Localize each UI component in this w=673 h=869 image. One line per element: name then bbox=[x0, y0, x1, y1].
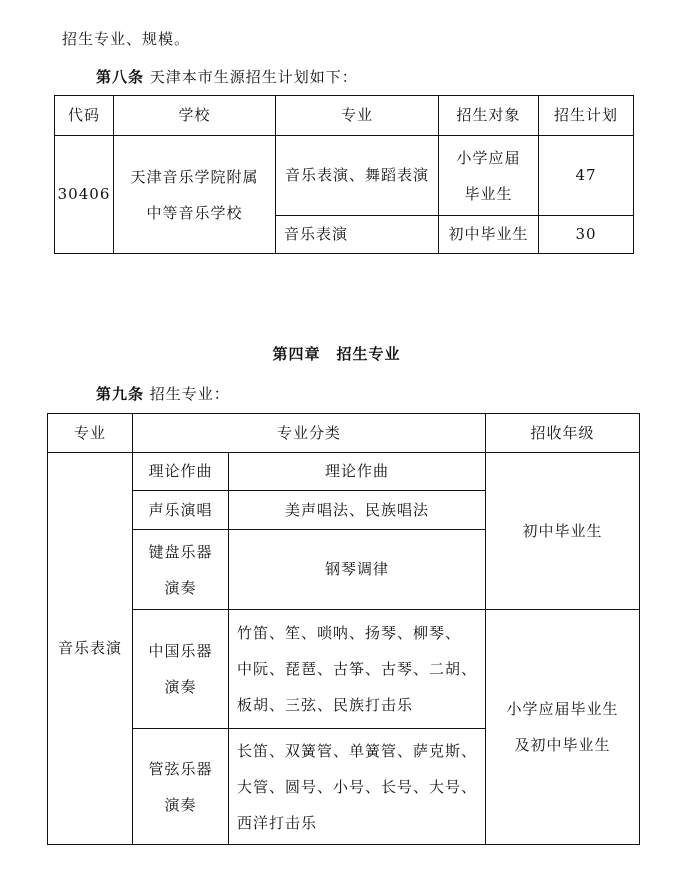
table2-row4-category-line1: 中国乐器 bbox=[148, 642, 213, 660]
table2-row4-detail bbox=[229, 610, 486, 729]
table2-grade-group1: 初中毕业生 bbox=[486, 453, 640, 610]
table1-header-major: 专业 bbox=[276, 96, 439, 136]
table1-header-target: 招生对象 bbox=[439, 96, 539, 136]
table2-grade-group2-line1: 小学应届毕业生 bbox=[506, 700, 619, 718]
article-8-label: 第八条 bbox=[96, 68, 145, 86]
table2-row4-detail-line3: 板胡、三弦、民族打击乐 bbox=[237, 696, 414, 714]
table2-row3-category-line1: 键盘乐器 bbox=[148, 542, 213, 561]
table2-row2-detail: 美声唱法、民族唱法 bbox=[229, 491, 486, 530]
enrollment-plan-table bbox=[54, 95, 634, 254]
table2-header-grade: 招收年级 bbox=[486, 414, 640, 453]
table2-row4-detail-line2: 中阮、琵琶、古筝、古琴、二胡、 bbox=[237, 660, 478, 678]
table2-row3-category bbox=[133, 530, 229, 610]
table1-row1-target-line1: 小学应届 bbox=[456, 148, 521, 167]
chapter-4-heading bbox=[0, 343, 673, 364]
table1-school-line1: 天津音乐学院附属 bbox=[130, 167, 259, 186]
table1-row1-target bbox=[439, 136, 539, 216]
table2-row1-detail: 理论作曲 bbox=[229, 453, 486, 491]
article-9-heading bbox=[96, 383, 230, 404]
table2-grade-group2 bbox=[486, 610, 640, 845]
table2-major: 音乐表演 bbox=[48, 453, 133, 845]
table2-header-major: 专业 bbox=[48, 414, 133, 453]
chapter-4-label: 第四章 bbox=[272, 345, 321, 363]
table1-row1-target-line2: 毕业生 bbox=[464, 184, 513, 203]
table2-row4-detail-line1: 竹笛、笙、唢呐、扬琴、柳琴、 bbox=[237, 624, 462, 642]
table1-school bbox=[114, 136, 276, 254]
table1-header-school: 学校 bbox=[114, 96, 276, 136]
table1-row2-target: 初中毕业生 bbox=[439, 216, 539, 254]
chapter-4-title: 招生专业 bbox=[336, 345, 401, 363]
table2-row2-category: 声乐演唱 bbox=[133, 491, 229, 530]
table2-row3-detail: 钢琴调律 bbox=[229, 530, 486, 610]
table2-row3-category-line2: 演奏 bbox=[164, 578, 197, 597]
article-9-label: 第九条 bbox=[96, 385, 145, 403]
table2-grade-group2-line2: 及初中毕业生 bbox=[514, 736, 611, 754]
table2-row5-detail-line1: 长笛、双簧管、单簧管、萨克斯、 bbox=[237, 741, 478, 760]
table1-row2-plan: 30 bbox=[539, 216, 634, 254]
table1-row1-plan: 47 bbox=[539, 136, 634, 216]
article-8-heading bbox=[96, 66, 358, 87]
table2-row5-category bbox=[133, 729, 229, 845]
table1-header-plan: 招生计划 bbox=[539, 96, 634, 136]
table1-code: 30406 bbox=[55, 136, 114, 254]
table2-row5-category-line2: 演奏 bbox=[164, 795, 197, 814]
table2-row5-detail-line3: 西洋打击乐 bbox=[237, 813, 318, 832]
table1-header-code: 代码 bbox=[55, 96, 114, 136]
table1-row2-major: 音乐表演 bbox=[276, 216, 439, 254]
article-8-text: 天津本市生源招生计划如下： bbox=[149, 68, 358, 86]
article-9-text: 招生专业： bbox=[149, 385, 230, 403]
table2-row4-category bbox=[133, 610, 229, 729]
table2-row1-category: 理论作曲 bbox=[133, 453, 229, 491]
table2-row5-detail-line2: 大管、圆号、小号、长号、大号、 bbox=[237, 777, 478, 796]
majors-table bbox=[47, 413, 640, 845]
table2-header-category: 专业分类 bbox=[133, 414, 486, 453]
table1-school-line2: 中等音乐学校 bbox=[146, 203, 243, 222]
intro-line: 招生专业、规模。 bbox=[62, 30, 191, 48]
table2-row5-detail bbox=[229, 729, 486, 845]
table1-row1-major: 音乐表演、舞蹈表演 bbox=[276, 136, 439, 216]
table2-row4-category-line2: 演奏 bbox=[164, 678, 197, 696]
table2-row5-category-line1: 管弦乐器 bbox=[148, 759, 213, 778]
